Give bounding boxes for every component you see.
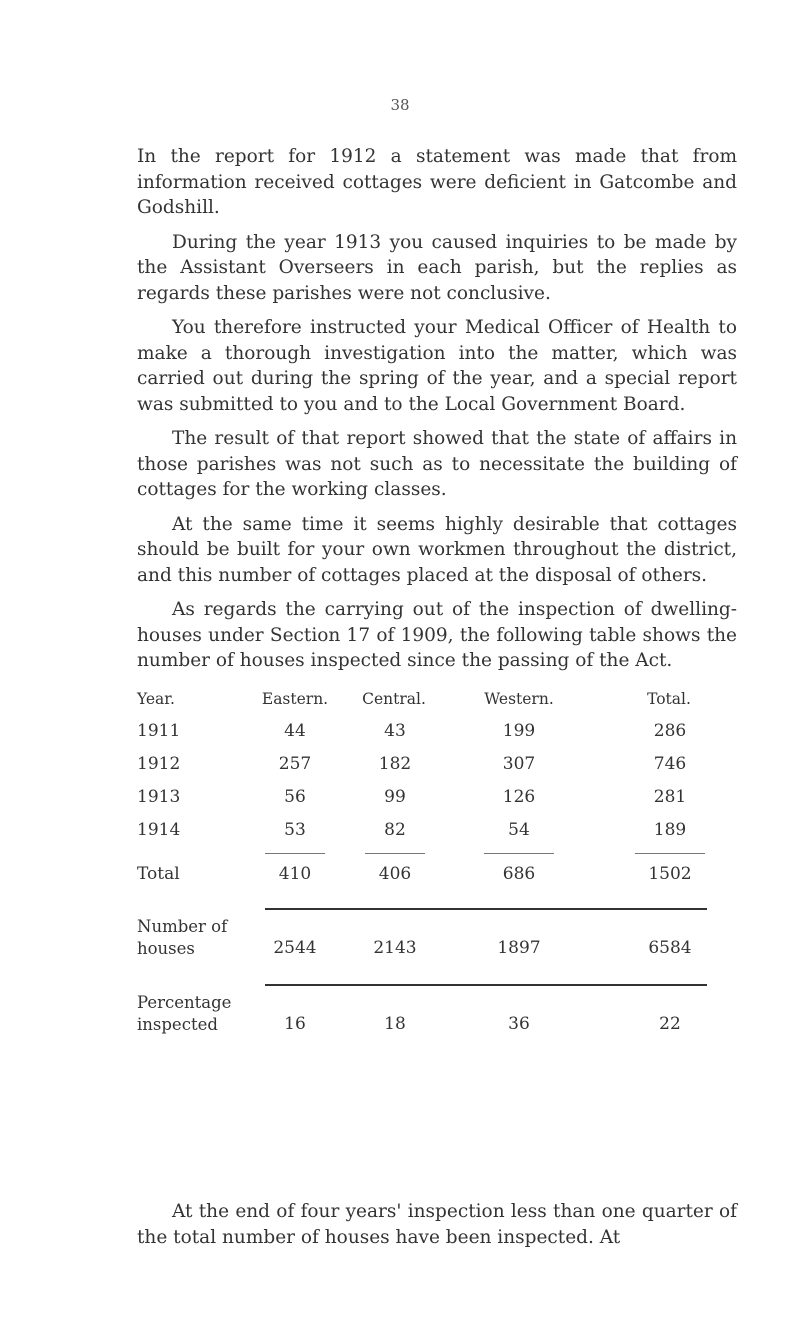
row-eastern: 257 [278, 754, 312, 774]
houses-western: 1897 [497, 938, 541, 958]
paragraph-2: During the year 1913 you caused inquiries to be made by the Assistant Overseers in each parish, but the replies as regards these parishes were not conclusive. [137, 231, 737, 304]
percentage-western: 36 [508, 1014, 530, 1034]
houses-total: 6584 [648, 938, 692, 958]
percentage-label-line2: inspected [137, 1015, 218, 1034]
houses-label-line1: Number of [137, 917, 228, 936]
paragraph-1: In the report for 1912 a statement was made that from information received cottages were deficient in Gatcombe and Godshill. [137, 146, 737, 218]
table-row [137, 787, 777, 813]
row-western: 307 [502, 754, 536, 774]
total-central: 406 [378, 864, 412, 884]
closing-paragraph: At the end of four years' inspection less than one quarter of the total number of houses have been inspected. At [137, 1201, 737, 1248]
closing-text [137, 1199, 737, 1250]
header-central: Central. [362, 690, 426, 708]
total-eastern: 410 [278, 864, 312, 884]
sum-rule [365, 853, 425, 854]
table-houses-row [137, 916, 777, 966]
row-year: 1912 [137, 754, 181, 774]
row-western: 54 [508, 820, 530, 840]
row-central: 43 [384, 721, 406, 741]
total-label: Total [137, 864, 180, 884]
header-year: Year. [137, 690, 175, 708]
total-western: 686 [502, 864, 536, 884]
percentage-eastern: 16 [284, 1014, 306, 1034]
row-total: 286 [653, 721, 687, 741]
houses-central: 2143 [373, 938, 417, 958]
houses-label-line2: houses [137, 939, 195, 958]
paragraph-6: As regards the carrying out of the inspection of dwelling-houses under Section 17 of 1909, the following table shows the number of houses inspected since the passing of the Act. [137, 599, 737, 671]
header-western: Western. [484, 690, 554, 708]
divider-rule [265, 984, 707, 986]
header-total: Total. [647, 690, 691, 708]
row-central: 99 [384, 787, 406, 807]
table-row [137, 820, 777, 846]
row-eastern: 56 [284, 787, 306, 807]
row-year: 1914 [137, 820, 181, 840]
sum-rule [484, 853, 554, 854]
percentage-total: 22 [659, 1014, 681, 1034]
row-year: 1911 [137, 721, 181, 741]
divider-rule [265, 908, 707, 910]
row-eastern: 53 [284, 820, 306, 840]
percentage-label-line1: Percentage [137, 993, 232, 1012]
body-text [137, 144, 737, 683]
total-total: 1502 [648, 864, 692, 884]
row-total: 189 [653, 820, 687, 840]
houses-eastern: 2544 [273, 938, 317, 958]
sum-rule [265, 853, 325, 854]
row-eastern: 44 [284, 721, 306, 741]
sum-rule [635, 853, 705, 854]
paragraph-4: The result of that report showed that the state of affairs in those parishes was not such as to necessitate the building of cottages for the working classes. [137, 428, 737, 500]
row-central: 82 [384, 820, 406, 840]
row-western: 126 [502, 787, 536, 807]
table-percentage-row [137, 992, 777, 1042]
percentage-central: 18 [384, 1014, 406, 1034]
row-year: 1913 [137, 787, 181, 807]
table-row [137, 721, 777, 747]
header-eastern: Eastern. [261, 690, 329, 708]
paragraph-3: You therefore instructed your Medical Officer of Health to make a thorough investigation into the matter, which was carried out during the spring of the year, and a special report was submitted to you and to the Local Government Board. [137, 317, 737, 415]
table-row [137, 754, 777, 780]
paragraph-5: At the same time it seems highly desirable that cottages should be built for your own workmen throughout the district, and this number of cottages placed at the disposal of others. [137, 513, 737, 586]
table-header-row [137, 690, 777, 716]
row-total: 281 [653, 787, 687, 807]
row-total: 746 [653, 754, 687, 774]
row-western: 199 [502, 721, 536, 741]
table-total-row [137, 864, 777, 890]
page-number: 38 [390, 96, 410, 114]
row-central: 182 [378, 754, 412, 774]
